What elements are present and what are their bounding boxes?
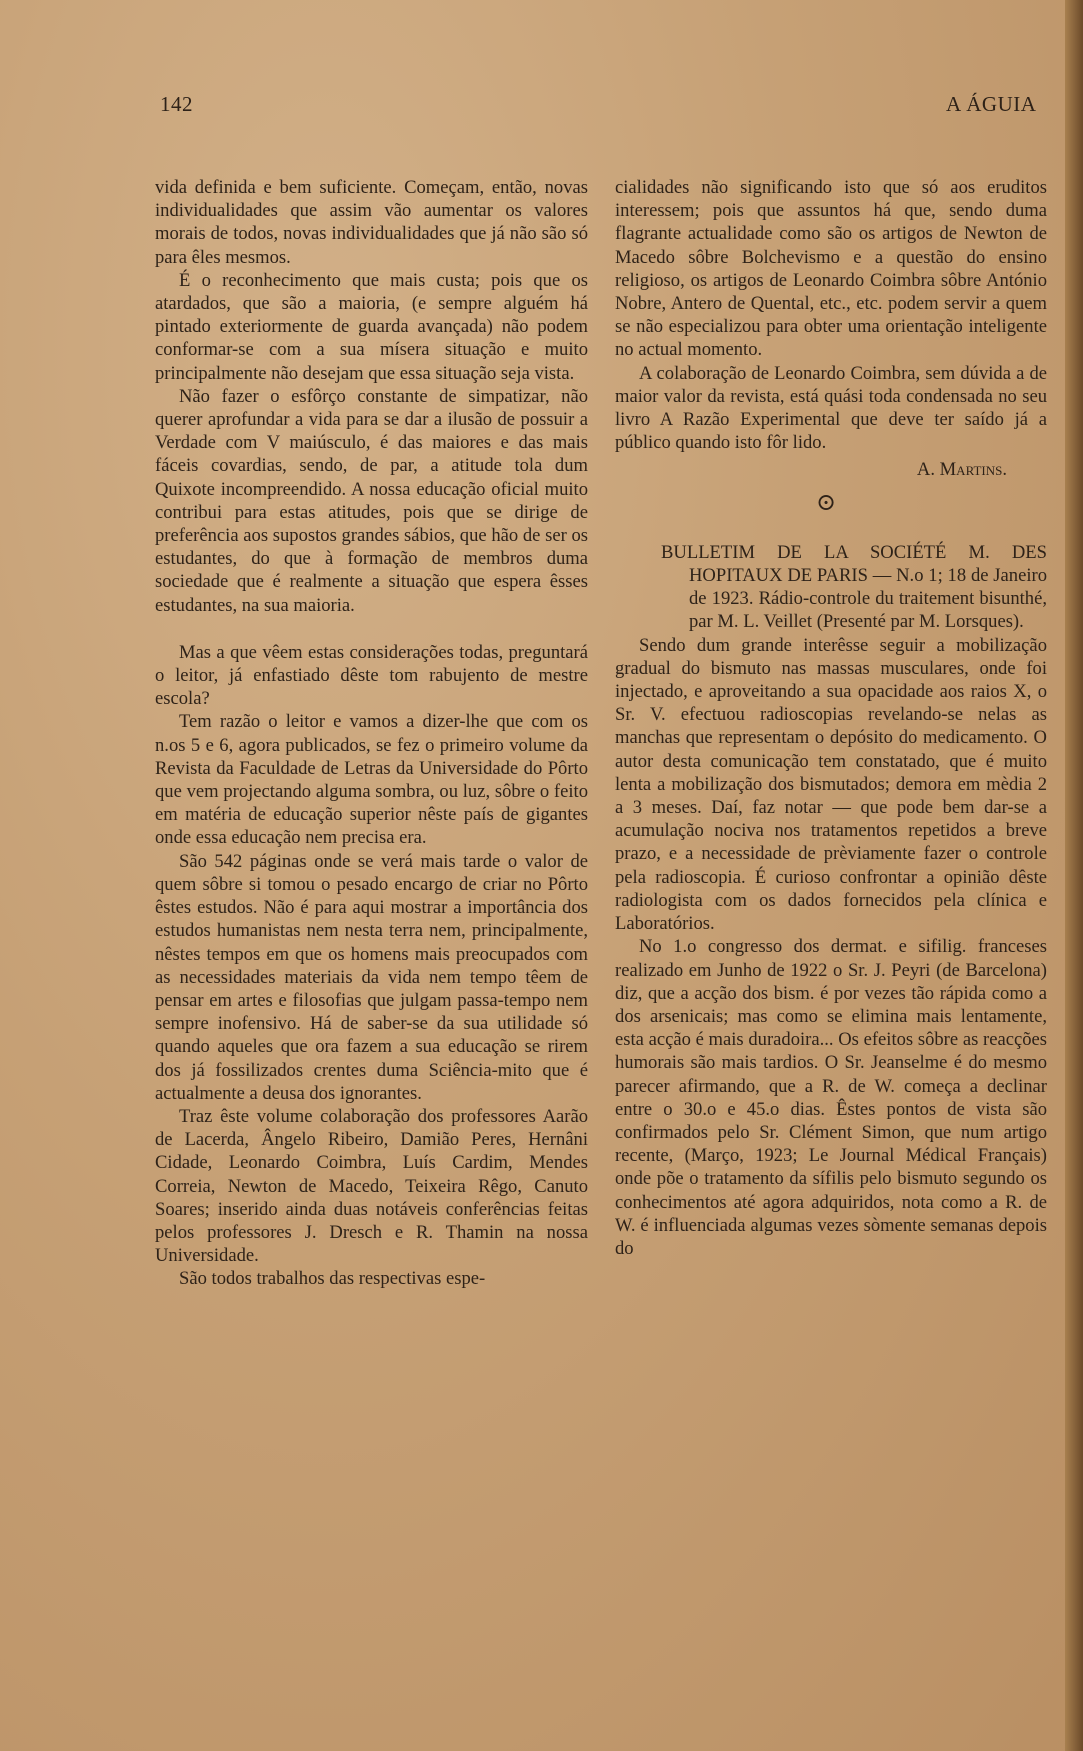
left-paragraph-2: É o reconhecimento que mais custa; pois que os atardados, que são a maioria, (e sempre alguém há pintado exteriormente de guarda avançada) não podem conformar-se com a sua mísera situação e muito principalmente não desejam que essa situação seja vista. (155, 269, 588, 384)
page-number: 142 (160, 92, 193, 116)
review-heading: BULLETIM DE LA SOCIÉTÉ M. DES HOPITAUX DE PARIS — N.o 1; 18 de Janeiro de 1923. Rádio-controle du traitement bisunthé, par M. L. Veillet (Presenté par M. Lorsques). (661, 541, 1047, 633)
running-title: A ÁGUIA (946, 92, 1037, 116)
left-paragraph-1: vida definida e bem suficiente. Começam, então, novas individualidades que assim vão aumentar os valores morais de todos, novas individualidades que já não são só para êles mesmos. (155, 177, 588, 268)
section-divider-icon: ⊙ (815, 489, 837, 516)
review-paragraph-2: No 1.o congresso dos dermat. e sifilig. franceses realizado em Junho de 1922 o Sr. J. Peyri (de Barcelona) diz, que a acção dos bism. é por vezes tão rápida como a dos arsenicais; mas como se elimina mais lentamente, esta acção é mais duradoira... Os efeitos sôbre as reacções humorais são mais tardios. O Sr. Jeanselme é do mesmo parecer afirmando, que a R. de W. começa a declinar entre o 30.o e 45.o dias. Êstes pontos de vista são confirmados pelo Sr. Clément Simon, que num artigo recente, (Março, 1923; Le Journal Médical Français) onde põe o tratamento da sífilis pelo bismuto segundo os conhecimentos até agora adquiridos, nota como a R. de W. é influenciada algumas vezes sòmente semanas depois do (615, 936, 1047, 1259)
paragraph-gap (155, 617, 588, 641)
left-paragraph-5: Tem razão o leitor e vamos a dizer-lhe que com os n.os 5 e 6, agora publicados, se fez o primeiro volume da Revista da Faculdade de Letras da Universidade do Pôrto que vem projectando alguma sombra, ou luz, sôbre o feito em matéria de educação superior nêste país de gigantes onde essa educação nem precisa era. (155, 711, 588, 849)
left-paragraph-7: Traz êste volume colaboração dos professores Aarão de Lacerda, Ângelo Ribeiro, Damião Peres, Hernâni Cidade, Leonardo Coimbra, Luís Cardim, Mendes Correia, Newton de Macedo, Teixeira Rêgo, Canuto Soares; inserido ainda duas notáveis conferências feitas pelos professores J. Dresch e R. Thamin na nossa Universidade. (155, 1105, 588, 1267)
page-edge-shadow (1065, 0, 1083, 1751)
left-paragraph-6: São 542 páginas onde se verá mais tarde o valor de quem sôbre si tomou o pesado encargo de criar no Pôrto êstes estudos. Não é para aqui mostrar a importância dos estudos humanistas nem nesta terra nem, principalmente, nêstes tempos em que os homens mais preocupados com as necessidades materiais da vida nem tempo têem de pensar em artes e filosofias que julgam passa-tempo nem sempre inofensivo. Há de saber-se da sua utilidade só quando aqueles que ora fazem a sua educação se rirem dos já fossilizados crentes duma Sciência-mito que é actualmente a deusa dos ignorantes. (155, 850, 588, 1104)
author-signature: A. Martins. (916, 459, 1007, 481)
right-paragraph-1: cialidades não significando isto que só aos eruditos interessem; pois que assuntos há que, sendo duma flagrante actualidade como são os artigos de Newton de Macedo sôbre Bolchevismo e a questão do ensino religioso, os artigos de Leonardo Coimbra sôbre António Nobre, Antero de Quental, etc., etc. podem servir a quem se não especializou para obter uma orientação inteligente no actual momento. (615, 177, 1047, 361)
right-column (615, 176, 1047, 1260)
right-paragraph-2: A colaboração de Leonardo Coimbra, sem dúvida a de maior valor da revista, está quási toda condensada no seu livro A Razão Experimental que deve ter saído já a público quando isto fôr lido. (615, 362, 1047, 454)
left-paragraph-8: São todos trabalhos das respectivas espe- (179, 1268, 486, 1290)
review-paragraph-1: Sendo dum grande interêsse seguir a mobilização gradual do bismuto nas massas musculares, onde foi injectado, e aproveitando a sua opacidade aos raios X, o Sr. V. efectuou radioscopias revelando-se nelas as manchas que representam o depósito do medicamento. O autor desta comunicação tem constatado, que é muito lenta a mobilização dos bismutados; demora em mèdia 2 a 3 meses. Daí, faz notar — que pode bem dar-se a acumulação nociva nos tratamentos repetidos a breve prazo, e a necessidade de prèviamente fazer o controle pela radioscopia. É curioso confrontar a opinião dêste radiologista com os dados fornecidos pela clínica e Laboratórios. (615, 634, 1047, 935)
left-paragraph-4: Mas a que vêem estas considerações todas, preguntará o leitor, já enfastiado dêste tom rabujento de mestre escola? (155, 641, 588, 710)
left-paragraph-3: Não fazer o esfôrço constante de simpatizar, não querer aprofundar a vida para se dar a ilusão de possuir a Verdade com V maiúsculo, é das maiores e das mais fáceis covardias, sendo, de par, a atitude tola dum Quixote incompreendido. A nossa educação oficial muito contribui para estas atitudes, pois que se dirige de preferência aos supostos grandes sábios, que hão de ser os estudantes, do que à formação de membros duma sociedade que é realmente a situação que espera êsses estudantes, na sua maioria. (155, 385, 588, 616)
left-column (155, 176, 588, 1291)
